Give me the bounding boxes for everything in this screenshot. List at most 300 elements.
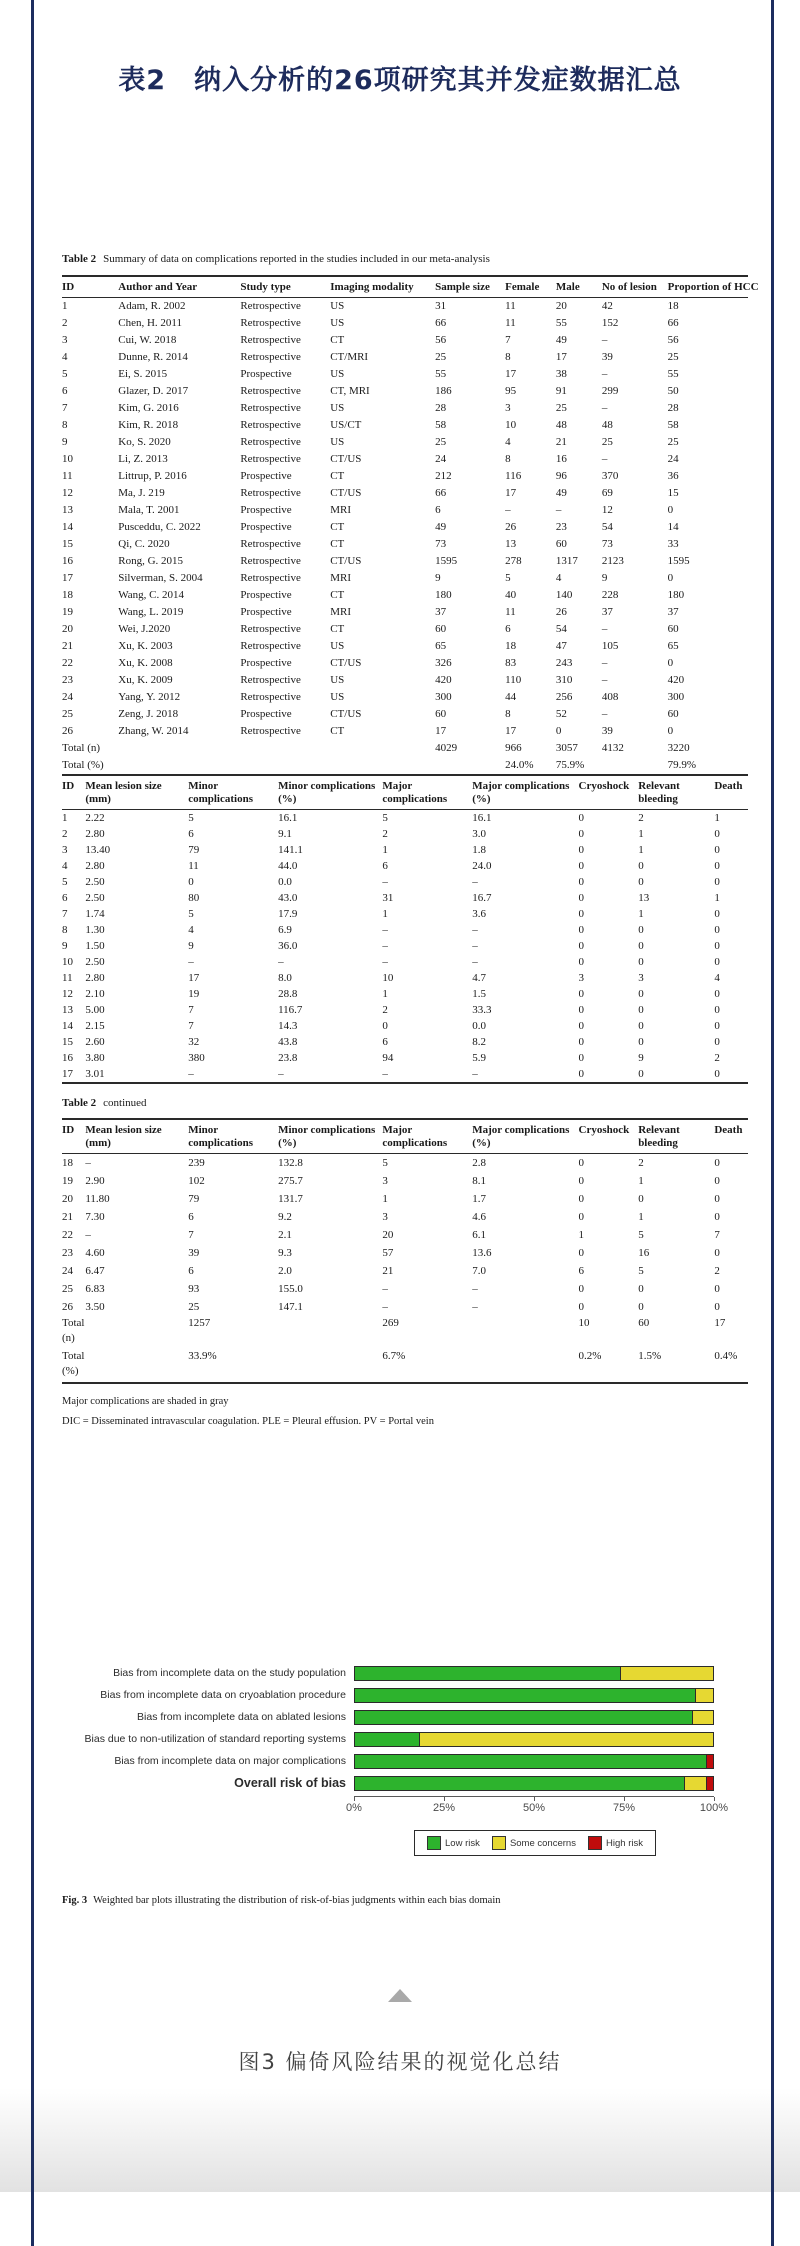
cell: 2.8 — [472, 1157, 486, 1169]
column-header: Relevant bleeding — [638, 776, 714, 810]
column-header: Male — [556, 276, 602, 298]
cell: 0 — [714, 1036, 720, 1048]
table-row — [62, 468, 748, 485]
cell: 14.3 — [278, 1020, 298, 1032]
cell: 18 — [667, 300, 679, 312]
cell: 22 — [62, 1229, 73, 1241]
cell: Retrospective — [240, 300, 301, 312]
cell: 11 — [188, 860, 199, 872]
cell: 36 — [667, 470, 679, 482]
cell: 380 — [188, 1052, 205, 1064]
cell: 25 — [62, 708, 73, 720]
cell: Retrospective — [240, 351, 301, 363]
column-header: Minor complications (%) — [278, 1119, 382, 1154]
table-row — [62, 570, 748, 587]
cell: 0 — [578, 1193, 585, 1205]
table-row — [62, 890, 748, 906]
cell: 20 — [62, 1193, 73, 1205]
table-row — [62, 332, 748, 349]
cell: 20 — [555, 300, 567, 312]
cell: 0 — [578, 1301, 585, 1313]
cell: 55 — [667, 368, 679, 380]
cell: 6 — [578, 1265, 585, 1277]
bar-segment-low-risk — [355, 1689, 695, 1702]
cell: 65 — [435, 640, 447, 652]
cell: Retrospective — [240, 572, 301, 584]
cell: Retrospective — [240, 334, 301, 346]
cell: US — [330, 368, 345, 380]
cell: 8 — [62, 419, 68, 431]
back-to-top-icon[interactable] — [388, 1989, 412, 2002]
cell: 9 — [188, 940, 194, 952]
cell: 0 — [638, 956, 644, 968]
column-header: Study type — [240, 276, 330, 298]
cell: 0 — [578, 1283, 585, 1295]
cell: 7 — [714, 1229, 720, 1241]
cell: 370 — [601, 470, 619, 482]
cell — [330, 757, 435, 775]
cell: 1 — [382, 1193, 388, 1205]
chart-row — [62, 1728, 722, 1750]
cell: 212 — [435, 470, 452, 482]
cell: 0 — [714, 1068, 720, 1080]
cell: 180 — [435, 589, 452, 601]
figure-caption-label: Fig. 3 — [62, 1894, 88, 1906]
cell: 3057 — [555, 742, 578, 754]
cell: CT/US — [330, 657, 362, 669]
cell — [278, 1316, 382, 1349]
cell: 0 — [638, 1020, 644, 1032]
cell: 26 — [555, 606, 567, 618]
cell: 24.0% — [505, 759, 534, 771]
legend-item — [427, 1836, 480, 1850]
cell: 102 — [188, 1175, 205, 1187]
cell: 4 — [188, 924, 194, 936]
cell: – — [601, 708, 608, 720]
cell: 17 — [555, 351, 567, 363]
cell: Retrospective — [240, 691, 301, 703]
bar-segment-low-risk — [355, 1667, 620, 1680]
cell: – — [601, 402, 608, 414]
cell: 37 — [667, 606, 679, 618]
cell: US — [330, 640, 345, 652]
column-header: Cryoshock — [579, 776, 639, 810]
bar-segment-low-risk — [355, 1733, 419, 1746]
cell: 18 — [62, 589, 73, 601]
figure-caption-text: Weighted bar plots illustrating the distribution of risk-of-bias judgments within each bias domain — [93, 1894, 501, 1906]
cell: Retrospective — [240, 385, 301, 397]
column-header: Minor complications — [188, 776, 278, 810]
chart-row — [62, 1750, 722, 1772]
stacked-bar — [354, 1732, 714, 1747]
cell: 0 — [638, 988, 644, 1000]
summary-table-part2 — [62, 776, 748, 1084]
cell: 0 — [578, 1175, 585, 1187]
table-row — [62, 434, 748, 451]
bar-segment-some-concerns — [684, 1777, 705, 1790]
cell: 2.80 — [85, 860, 105, 872]
cell: Retrospective — [240, 436, 301, 448]
page-fade-gradient — [0, 2088, 800, 2192]
cell: 2 — [638, 1157, 644, 1169]
cell: 26 — [505, 521, 517, 533]
cell: 278 — [505, 555, 522, 567]
cell: 66 — [667, 317, 679, 329]
table-row — [62, 485, 748, 502]
cell: CT/US — [330, 708, 362, 720]
cell: 5 — [382, 812, 388, 824]
cell — [278, 1349, 382, 1383]
cell: 10 — [382, 972, 394, 984]
bar-segment-some-concerns — [419, 1733, 713, 1746]
cell: 0 — [714, 908, 720, 920]
cell: 23 — [62, 674, 73, 686]
cell: Total (n) — [62, 1317, 85, 1344]
cell: 54 — [601, 521, 613, 533]
table-row — [62, 826, 748, 842]
cell: 17.9 — [278, 908, 298, 920]
cell: Kim, G. 2016 — [118, 402, 179, 414]
table-row — [62, 1050, 748, 1066]
cell: 28.8 — [278, 988, 298, 1000]
table-row — [62, 519, 748, 536]
cell: 0 — [714, 924, 720, 936]
cell: 60 — [555, 538, 567, 550]
cell: 4 — [62, 860, 68, 872]
cell: Prospective — [240, 470, 292, 482]
cell: 2.0 — [278, 1265, 292, 1277]
cell: Chen, H. 2011 — [118, 317, 183, 329]
cell: 21 — [555, 436, 567, 448]
cell: 42 — [601, 300, 613, 312]
column-header: Death — [714, 1119, 748, 1154]
cell: 26 — [62, 1301, 73, 1313]
cell: – — [472, 1283, 478, 1295]
cell: 18 — [62, 1157, 73, 1169]
cell: 60 — [667, 623, 679, 635]
table-row — [62, 906, 748, 922]
cell: 7.30 — [85, 1211, 105, 1223]
cell: 300 — [435, 691, 452, 703]
legend-item — [492, 1836, 576, 1850]
table-row — [62, 672, 748, 689]
cell: 26 — [62, 725, 73, 737]
cell: 25 — [188, 1301, 200, 1313]
cell: 0 — [638, 924, 644, 936]
cell: CT — [330, 538, 345, 550]
cell: 2.10 — [85, 988, 105, 1000]
chart-bars-area — [62, 1662, 722, 1794]
cell: 18 — [505, 640, 517, 652]
figure-caption-chinese: 图3 偏倚风险结果的视觉化总结 — [238, 2050, 562, 2074]
cell: 22 — [62, 657, 73, 669]
cell: 73 — [601, 538, 613, 550]
stacked-bar — [354, 1754, 714, 1769]
axis-tick-label: 0% — [346, 1802, 362, 1814]
total-row — [62, 1316, 748, 1349]
cell — [85, 1349, 188, 1383]
cell: 6.83 — [85, 1283, 105, 1295]
cell: 2.1 — [278, 1229, 292, 1241]
table-row — [62, 858, 748, 874]
cell: 25 — [601, 436, 613, 448]
cell: – — [601, 623, 608, 635]
cell: 6 — [435, 504, 441, 516]
cell: Yang, Y. 2012 — [118, 691, 181, 703]
cell: 24 — [62, 1265, 73, 1277]
cell: 5 — [382, 1157, 388, 1169]
table-row — [62, 874, 748, 890]
cell: 228 — [601, 589, 619, 601]
table-row — [62, 298, 748, 316]
axis-tick-mark — [444, 1797, 445, 1801]
chart-category-label: Bias from incomplete data on cryoablation procedure — [100, 1689, 346, 1701]
cell: 16 — [62, 555, 73, 567]
cell: 33.3 — [472, 1004, 492, 1016]
cell: 9 — [62, 436, 68, 448]
cell: 141.1 — [278, 844, 303, 856]
cell: 310 — [555, 674, 573, 686]
cell: 0 — [578, 1020, 585, 1032]
table-row — [62, 810, 748, 827]
bar-segment-low-risk — [355, 1711, 692, 1724]
cell: 0 — [714, 1301, 720, 1313]
cell: 16 — [62, 1052, 73, 1064]
cell: 7 — [188, 1004, 194, 1016]
cell: Silverman, S. 2004 — [118, 572, 203, 584]
cell: 186 — [435, 385, 452, 397]
cell: 6 — [382, 1036, 388, 1048]
cell: 17 — [505, 487, 517, 499]
cell: 10 — [578, 1317, 590, 1329]
bar-segment-high-risk — [706, 1777, 713, 1790]
page-title: 表2 纳入分析的26项研究其并发症数据汇总 — [118, 65, 682, 96]
cell: 6.9 — [278, 924, 292, 936]
legend-swatch-low-risk — [427, 1836, 441, 1850]
table-row — [62, 842, 748, 858]
cell: 0.4% — [714, 1350, 738, 1362]
cell: 66 — [435, 487, 447, 499]
table-row — [62, 349, 748, 366]
cell — [602, 757, 668, 775]
cell: 24 — [667, 453, 679, 465]
cell: 0 — [578, 812, 585, 824]
cell: 79 — [188, 844, 200, 856]
table-row — [62, 1066, 748, 1083]
cell: 40 — [505, 589, 517, 601]
cell: 0 — [578, 844, 585, 856]
table-row — [62, 638, 748, 655]
cell: 23.8 — [278, 1052, 298, 1064]
column-header: Major complications — [382, 1119, 472, 1154]
chart-category-label: Bias from incomplete data on the study population — [113, 1667, 346, 1679]
bar-segment-some-concerns — [692, 1711, 713, 1724]
bar-segment-low-risk — [355, 1755, 706, 1768]
chart-category-label: Overall risk of bias — [234, 1776, 346, 1790]
cell: Retrospective — [240, 555, 301, 567]
chart-legend — [414, 1830, 656, 1856]
cell: 0 — [638, 1283, 644, 1295]
cell: 0 — [578, 860, 585, 872]
cell: 14 — [667, 521, 679, 533]
cell: 0 — [578, 940, 585, 952]
cell: Xu, K. 2003 — [118, 640, 173, 652]
cell: 2.90 — [85, 1175, 105, 1187]
cell: – — [278, 1068, 284, 1080]
legend-swatch-some-concerns — [492, 1836, 506, 1850]
cell: 11.80 — [85, 1193, 110, 1205]
table-row — [62, 451, 748, 468]
cell: 28 — [667, 402, 679, 414]
cell: 0 — [638, 1004, 644, 1016]
cell: 116 — [505, 470, 522, 482]
table-row — [62, 383, 748, 400]
cell: 21 — [62, 640, 73, 652]
cell: 33 — [667, 538, 679, 550]
column-header: Proportion of HCC — [668, 276, 748, 298]
cell: 25 — [667, 436, 679, 448]
cell: 9 — [62, 940, 68, 952]
cell: Adam, R. 2002 — [118, 300, 186, 312]
cell: MRI — [330, 504, 351, 516]
chart-x-axis — [346, 1796, 729, 1819]
cell: 13 — [62, 504, 73, 516]
cell: 23 — [555, 521, 567, 533]
cell: 8 — [62, 924, 68, 936]
cell: 5.9 — [472, 1052, 486, 1064]
cell: 25 — [667, 351, 679, 363]
cell: 58 — [667, 419, 679, 431]
cell: 0 — [578, 1157, 585, 1169]
cell — [85, 1316, 188, 1349]
cell: – — [472, 940, 478, 952]
cell: 6 — [188, 1265, 194, 1277]
cell: Mala, T. 2001 — [118, 504, 180, 516]
column-header: Relevant bleeding — [638, 1119, 714, 1154]
chart-row — [62, 1662, 722, 1684]
cell: 0 — [714, 828, 720, 840]
table-row — [62, 400, 748, 417]
chart-category-label: Bias from incomplete data on major complications — [114, 1755, 346, 1767]
cell: 0 — [638, 1193, 644, 1205]
table-row — [62, 706, 748, 723]
chart-category-label: Bias from incomplete data on ablated lesions — [137, 1711, 346, 1723]
cell: 8 — [505, 351, 511, 363]
cell: 48 — [601, 419, 613, 431]
cell: 24.0 — [472, 860, 492, 872]
cell: 5 — [62, 368, 68, 380]
cell: 1.7 — [472, 1193, 486, 1205]
cell: 1.5% — [638, 1350, 662, 1362]
cell: 1 — [638, 1175, 644, 1187]
cell: 21 — [62, 1211, 73, 1223]
cell: MRI — [330, 606, 351, 618]
column-header: Major complications — [382, 776, 472, 810]
cell: 49 — [435, 521, 447, 533]
cell: 1 — [382, 988, 388, 1000]
cell: 0 — [578, 924, 585, 936]
cell: 2 — [382, 1004, 388, 1016]
column-header: Death — [714, 776, 748, 810]
cell: 7.0 — [472, 1265, 486, 1277]
cell: 6 — [188, 828, 194, 840]
cell: – — [601, 657, 608, 669]
cell: 60 — [435, 708, 447, 720]
cell: 2.60 — [85, 1036, 105, 1048]
cell: 3.50 — [85, 1301, 105, 1313]
cell: 0 — [188, 876, 194, 888]
cell: 0 — [578, 1004, 585, 1016]
cell: 9.2 — [278, 1211, 292, 1223]
cell: 2123 — [601, 555, 624, 567]
cell: US — [330, 674, 345, 686]
cell: MRI — [330, 572, 351, 584]
cell: 49 — [555, 334, 567, 346]
table-row — [62, 954, 748, 970]
cell: 11 — [62, 470, 73, 482]
cell: 0 — [578, 1247, 585, 1259]
cell: 0 — [667, 504, 674, 516]
cell: 1.8 — [472, 844, 486, 856]
cell: – — [382, 1068, 388, 1080]
cell: 0 — [714, 1004, 720, 1016]
cell: – — [472, 956, 478, 968]
cell: 17 — [62, 1068, 73, 1080]
cell: 14 — [62, 1020, 73, 1032]
cell: 19 — [62, 1175, 73, 1187]
table-row — [62, 1226, 748, 1244]
header-row — [62, 776, 748, 810]
cell: 16.1 — [472, 812, 492, 824]
column-header: Minor complications (%) — [278, 776, 382, 810]
cell: 1595 — [667, 555, 690, 567]
cell: 65 — [667, 640, 679, 652]
table-row — [62, 1298, 748, 1316]
cell: 43.8 — [278, 1036, 298, 1048]
cell: Kim, R. 2018 — [118, 419, 179, 431]
cell: 21 — [382, 1265, 394, 1277]
cell: US — [330, 317, 345, 329]
cell: 25 — [62, 1283, 73, 1295]
cell: 275.7 — [278, 1175, 303, 1187]
bar-segment-low-risk — [355, 1777, 684, 1790]
table-row — [62, 1190, 748, 1208]
cell: 3.80 — [85, 1052, 105, 1064]
cell: 4 — [555, 572, 562, 584]
cell: 4 — [714, 972, 720, 984]
cell: 60 — [435, 623, 447, 635]
axis-tick-mark — [714, 1797, 715, 1801]
summary-table-part1 — [62, 275, 759, 776]
cell: – — [382, 956, 388, 968]
cell — [435, 757, 505, 775]
cell: 239 — [188, 1157, 205, 1169]
cell: 25 — [435, 436, 447, 448]
cell: 17 — [505, 368, 517, 380]
cell: 5.00 — [85, 1004, 105, 1016]
total-row — [62, 757, 748, 775]
cell: 5 — [188, 812, 194, 824]
cell: 52 — [555, 708, 567, 720]
cell: 23 — [62, 1247, 73, 1259]
cell: Cui, W. 2018 — [118, 334, 177, 346]
cell: 3 — [62, 334, 68, 346]
cell: 7 — [62, 402, 68, 414]
axis-tick-mark — [354, 1797, 355, 1801]
cell: 2 — [714, 1052, 720, 1064]
cell: Wang, C. 2014 — [118, 589, 184, 601]
cell: 39 — [601, 351, 613, 363]
